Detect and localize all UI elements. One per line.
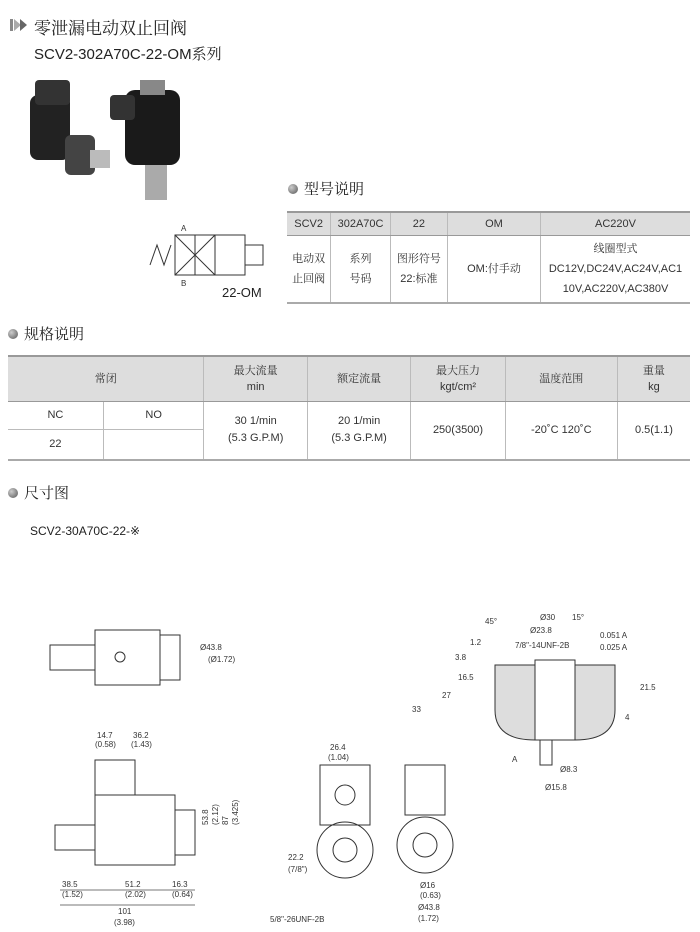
spec-code: 22 [49,437,62,450]
spec-max-flow: 30 1/min (5.3 G.P.M) [204,402,307,460]
svg-text:(1.04): (1.04) [328,753,349,762]
dims-heading [8,482,69,503]
svg-text:14.7: 14.7 [97,731,113,740]
svg-text:Ø30: Ø30 [540,613,556,622]
bullet-icon [8,329,18,339]
model-header: AC220V [541,212,691,236]
spec-heading [8,323,84,344]
svg-text:(0.64): (0.64) [172,890,193,899]
svg-text:Ø23.8: Ø23.8 [530,626,552,635]
model-cell: 图形符号 22:标准 [390,236,447,304]
svg-text:(1.52): (1.52) [62,890,83,899]
svg-text:87: 87 [221,816,230,825]
bullet-icon [8,488,18,498]
dims-heading-text: 尺寸图 [24,485,70,502]
svg-text:Ø16: Ø16 [420,881,436,890]
svg-text:(3.98): (3.98) [114,918,135,927]
spec-header: 最大压力 kgt/cm² [411,356,505,402]
svg-text:26.4: 26.4 [330,743,346,752]
bullet-icon [288,184,298,194]
model-header: OM [448,212,541,236]
svg-text:(Ø1.72): (Ø1.72) [208,655,236,664]
svg-text:36.2: 36.2 [133,731,149,740]
svg-text:45°: 45° [485,617,498,626]
svg-text:Ø43.8: Ø43.8 [418,903,440,912]
page-subtitle: SCV2-302A70C-22-OM系列 [34,46,222,63]
svg-text:(2.12): (2.12) [211,804,220,825]
spec-pressure: 250(3500) [411,402,505,460]
svg-text:101: 101 [118,907,132,916]
left-dimension-labels [62,643,240,927]
symbol-code: 22-OM [222,285,262,300]
product-photo [10,75,200,215]
port-b-label: B [181,279,187,288]
svg-text:(1.72): (1.72) [418,914,439,923]
spec-header: 最大流量 min [204,356,307,402]
spec-nc: NC [8,402,103,430]
svg-text:33: 33 [412,705,421,714]
middle-dimension-labels [270,743,441,924]
model-cell: 电动双 止回阀 [292,253,326,285]
spec-table [8,355,690,461]
svg-text:38.5: 38.5 [62,880,78,889]
model-heading-text: 型号说明 [304,181,365,198]
svg-text:4: 4 [625,713,630,722]
svg-text:0.025 A: 0.025 A [600,643,628,652]
spec-header: 重量 kg [617,356,690,402]
svg-text:51.2: 51.2 [125,880,141,889]
svg-text:3.8: 3.8 [455,653,467,662]
svg-text:21.5: 21.5 [640,683,656,692]
page-title: 零泄漏电动双止回阀 [34,19,187,38]
svg-text:(7/8"): (7/8") [288,865,308,874]
svg-text:0.051 A: 0.051 A [600,631,628,640]
svg-text:(0.63): (0.63) [420,891,441,900]
spec-header: 常闭 [8,356,204,402]
dimension-drawings [0,600,700,932]
svg-text:(0.58): (0.58) [95,740,116,749]
spec-weight: 0.5(1.1) [617,402,690,460]
svg-text:22.2: 22.2 [288,853,304,862]
svg-text:A: A [512,755,518,764]
spec-header: 温度范围 [505,356,617,402]
svg-text:Ø8.3: Ø8.3 [560,765,578,774]
model-cell: 系列 号码 [331,236,390,304]
spec-rated-flow: 20 1/min (5.3 G.P.M) [307,402,410,460]
svg-text:Ø43.8: Ø43.8 [200,643,222,652]
svg-text:(1.43): (1.43) [131,740,152,749]
model-header: 22 [390,212,447,236]
title-arrow-icon [10,18,28,32]
svg-text:(3.425): (3.425) [231,799,240,825]
port-a-label: A [181,224,187,233]
svg-text:27: 27 [442,691,451,700]
spec-no: NO [103,402,204,430]
spec-header: 额定流量 [307,356,410,402]
svg-text:1.2: 1.2 [470,638,482,647]
svg-text:Ø15.8: Ø15.8 [545,783,567,792]
model-heading [288,178,364,199]
spec-temp: -20˚C 120˚C [505,402,617,460]
svg-text:16.3: 16.3 [172,880,188,889]
model-cell: OM:付手动 [448,236,541,304]
svg-text:53.8: 53.8 [201,809,210,825]
spec-heading-text: 规格说明 [24,326,85,343]
svg-text:15°: 15° [572,613,585,622]
svg-text:7/8"-14UNF-2B: 7/8"-14UNF-2B [515,641,570,650]
spec-empty [103,430,204,460]
model-cell: 线圈型式 DC12V,DC24V,AC24V,AC1 10V,AC220V,AC380V [541,236,691,304]
model-header: 302A70C [331,212,390,236]
svg-text:16.5: 16.5 [458,673,474,682]
svg-text:5/8"-26UNF-2B: 5/8"-26UNF-2B [270,915,325,924]
svg-text:(2.02): (2.02) [125,890,146,899]
model-table [287,211,690,304]
model-header: SCV2 [287,212,331,236]
dims-model: SCV2-30A70C-22-※ [30,524,141,538]
